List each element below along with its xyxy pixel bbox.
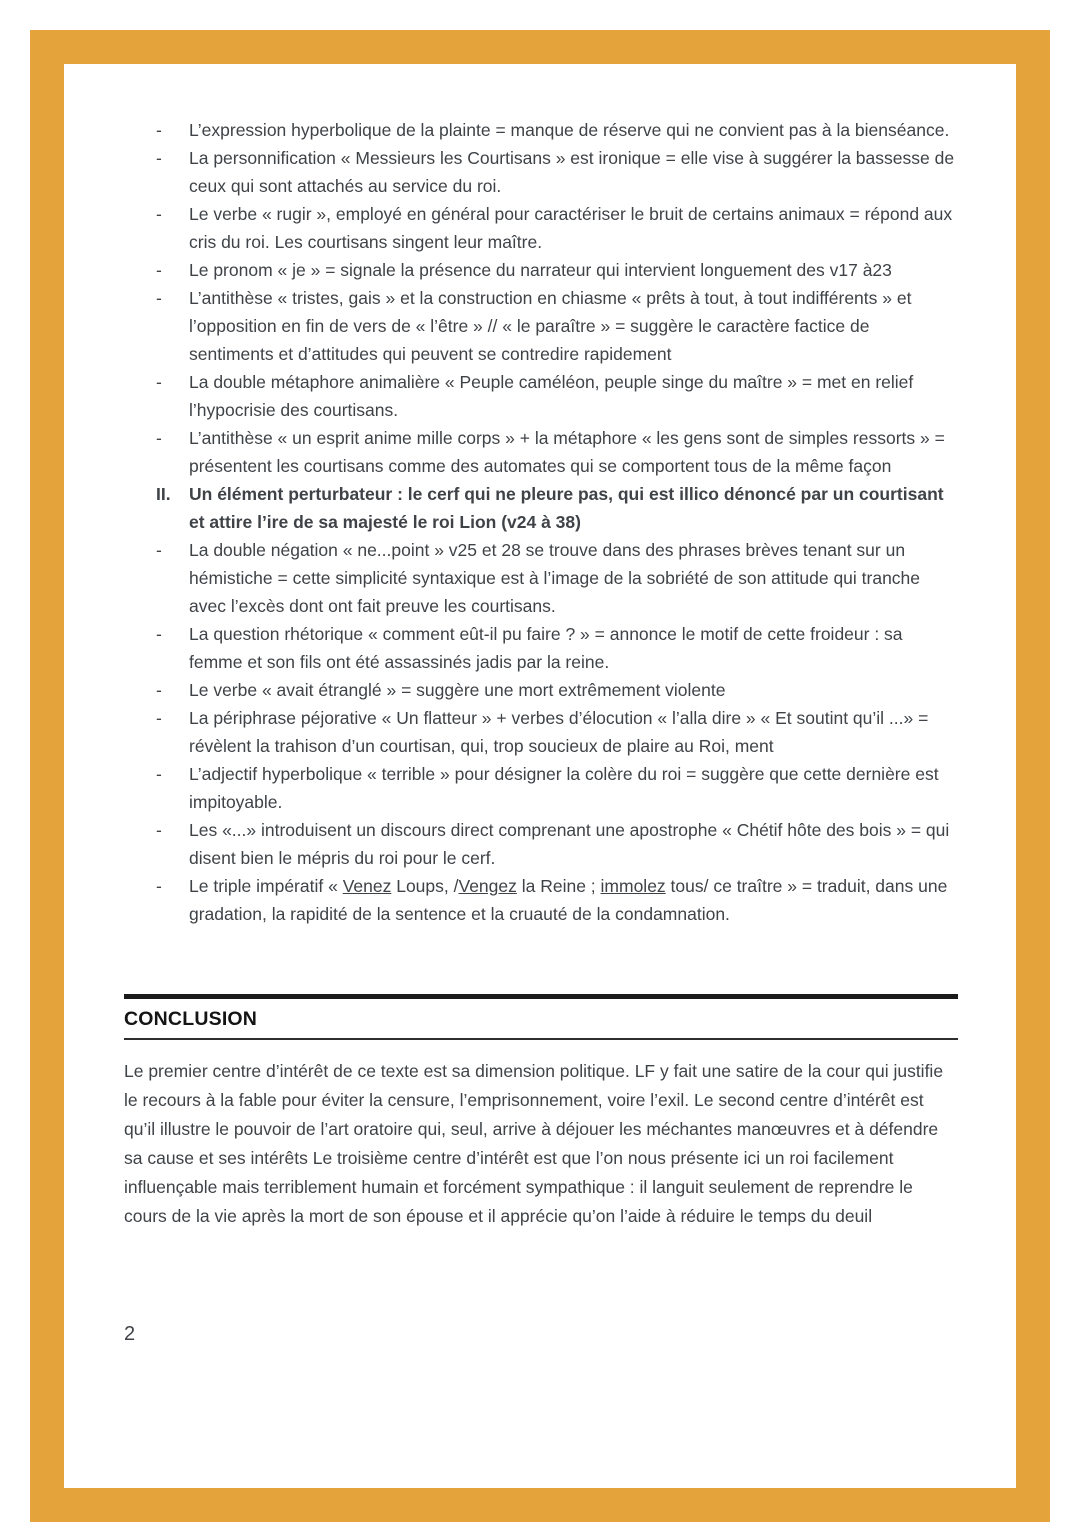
bullet-dash: - xyxy=(156,820,162,840)
list-item xyxy=(124,144,958,200)
list-item-text: Un élément perturbateur : le cerf qui ne pleure pas, qui est illico dénoncé par un courtisant et attire l’ire de sa majesté le roi Lion (v24 à 38) xyxy=(189,484,944,532)
bullet-dash: - xyxy=(156,372,162,392)
page-content xyxy=(64,64,1016,1346)
list-item-text: La périphrase péjorative « Un flatteur » + verbes d’élocution « l’alla dire » « Et soutint qu’il ...» = révèlent la trahison d’un courtisan, qui, trop soucieux de plaire au Roi, ment xyxy=(189,708,929,756)
bullet-dash: - xyxy=(156,708,162,728)
bullet-dash: - xyxy=(156,680,162,700)
underlined-word: Vengez xyxy=(458,876,517,896)
list-section-heading xyxy=(124,480,958,536)
list-item-text: Le pronom « je » = signale la présence du narrateur qui intervient longuement des v17 à23 xyxy=(189,260,892,280)
list-item xyxy=(124,116,958,144)
list-item xyxy=(124,424,958,480)
conclusion-section xyxy=(124,994,958,1231)
underlined-word: Venez xyxy=(342,876,392,896)
list-item-text: L’antithèse « un esprit anime mille corps » + la métaphore « les gens sont de simples ressorts » = présentent les courtisans comme des automates qui se comportent tous de la même façon xyxy=(189,428,945,476)
conclusion-title: CONCLUSION xyxy=(124,1008,258,1030)
bullet-dash: - xyxy=(156,260,162,280)
list-item xyxy=(124,760,958,816)
list-item-text: La double négation « ne...point » v25 et 28 se trouve dans des phrases brèves tenant sur un hémistiche = cette simplicité syntaxique est à l’image de la sobriété de son attitude qui tranche avec l’excès dont ont fait preuve les courtisans. xyxy=(189,540,921,616)
bullet-dash: - xyxy=(156,764,162,784)
bullet-dash: - xyxy=(156,288,162,308)
conclusion-bottom-rule xyxy=(124,1038,958,1040)
list-item xyxy=(124,200,958,256)
list-item-text: Le verbe « avait étranglé » = suggère une mort extrêmement violente xyxy=(189,680,726,700)
list-item xyxy=(124,816,958,872)
list-item-text: La personnification « Messieurs les Courtisans » est ironique = elle vise à suggérer la bassesse de ceux qui sont attachés au service du roi. xyxy=(189,148,955,196)
underlined-word: immolez xyxy=(600,876,666,896)
list-item xyxy=(124,872,958,928)
list-item xyxy=(124,256,958,284)
bullet-dash: - xyxy=(156,540,162,560)
bullet-dash: - xyxy=(156,120,162,140)
list-item-text: Le triple impératif « Venez Loups, /Vengez la Reine ; immolez tous/ ce traître » = traduit, dans une gradation, la rapidité de la sentence et la cruauté de la condamnation. xyxy=(189,876,948,924)
list-item xyxy=(124,284,958,368)
list-item xyxy=(124,536,958,620)
list-item xyxy=(124,704,958,760)
list-item-text: L’antithèse « tristes, gais » et la construction en chiasme « prêts à tout, à tout indifférents » et l’opposition en fin de vers de « l’être » // « le paraître » = suggère le caractère factice de sentiments et d’attitudes qui peuvent se contredire rapidement xyxy=(189,288,912,364)
list-item-text: La question rhétorique « comment eût-il pu faire ? » = annonce le motif de cette froideur : sa femme et son fils ont été assassinés jadis par la reine. xyxy=(189,624,903,672)
list-item-text: L’expression hyperbolique de la plainte = manque de réserve qui ne convient pas à la bienséance. xyxy=(189,120,950,140)
conclusion-body: Le premier centre d’intérêt de ce texte est sa dimension politique. LF y fait une satire de la cour qui justifie le recours à la fable pour éviter la censure, l’emprisonnement, voire l’exil. Le second centre d’intérêt est qu’il illustre le pouvoir de l’art oratoire qui, seul, arrive à déjouer les méchantes manœuvres et à défendre sa cause et ses intérêts Le troisième centre d’intérêt est que l’on nous présente ici un roi facilement influençable mais terriblement humain et forcément sympathique : il languit seulement de reprendre le cours de la vie après la mort de son épouse et il apprécie qu’on l’aide à réduire le temps du deuil xyxy=(124,1061,944,1226)
heading-numeral: II. xyxy=(156,484,171,504)
page-number: 2 xyxy=(124,1323,136,1345)
list-item xyxy=(124,676,958,704)
list-item xyxy=(124,620,958,676)
page-frame xyxy=(30,30,1050,1522)
list-item-text: La double métaphore animalière « Peuple caméléon, peuple singe du maître » = met en relief l’hypocrisie des courtisans. xyxy=(189,372,914,420)
list-item-text: Les «...» introduisent un discours direct comprenant une apostrophe « Chétif hôte des bois » = qui disent bien le mépris du roi pour le cerf. xyxy=(189,820,950,868)
bullet-dash: - xyxy=(156,624,162,644)
bullet-dash: - xyxy=(156,204,162,224)
bullet-dash: - xyxy=(156,428,162,448)
list-item-text: Le verbe « rugir », employé en général pour caractériser le bruit de certains animaux = répond aux cris du roi. Les courtisans singent leur maître. xyxy=(189,204,953,252)
analysis-list xyxy=(124,116,958,928)
list-item xyxy=(124,368,958,424)
bullet-dash: - xyxy=(156,148,162,168)
bullet-dash: - xyxy=(156,876,162,896)
list-item-text: L’adjectif hyperbolique « terrible » pour désigner la colère du roi = suggère que cette dernière est impitoyable. xyxy=(189,764,939,812)
